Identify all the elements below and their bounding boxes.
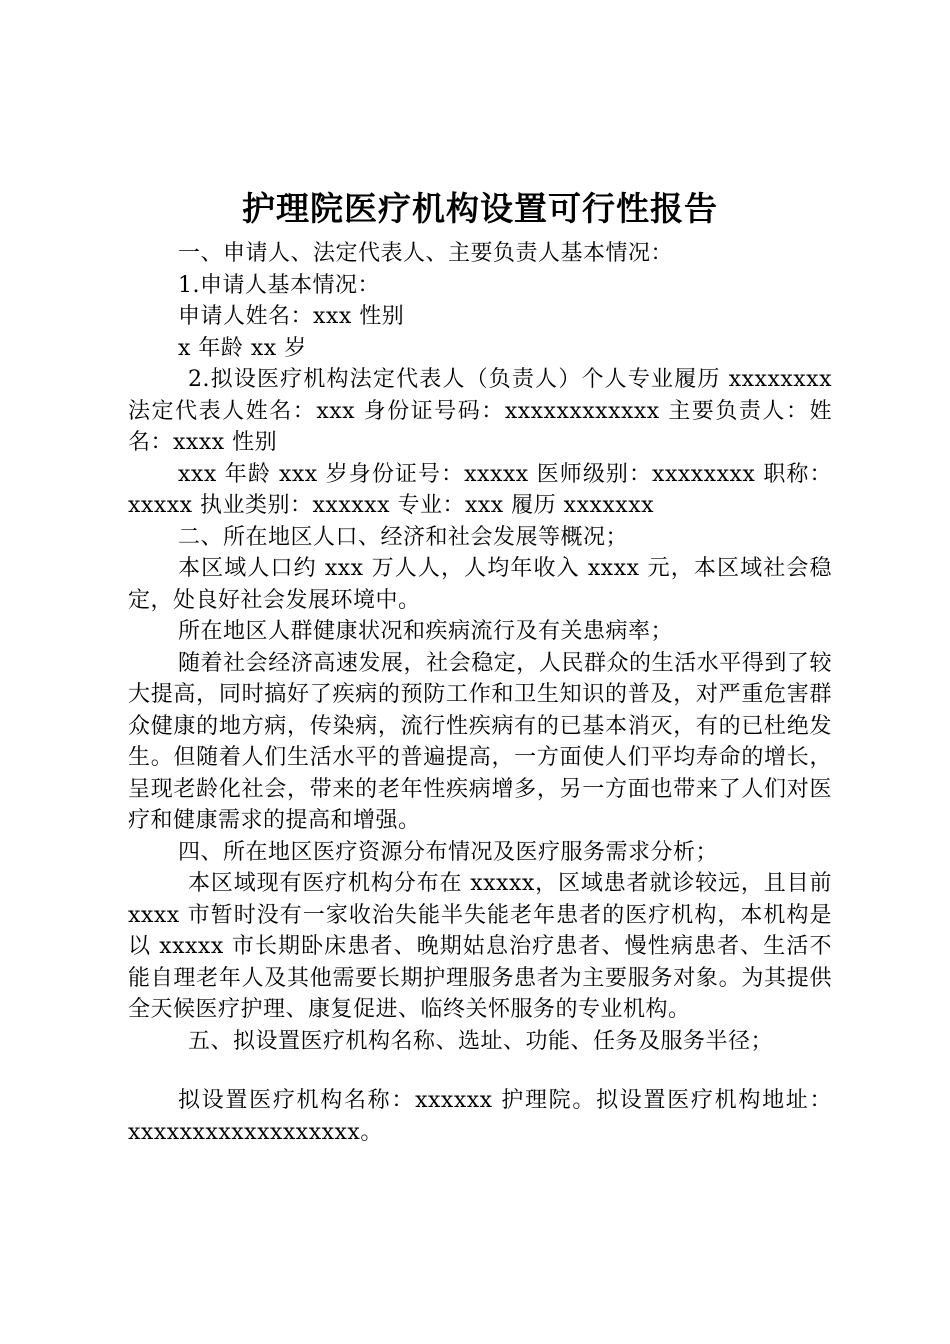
subsection-1-1-heading: 1.申请人基本情况： (178, 272, 380, 298)
institution-name-paragraph: 拟设置医疗机构名称：xxxxxx 护理院。拟设置医疗机构地址：xxxxxxxxxxxxxxxxxx。 (128, 1088, 832, 1145)
section-4-heading: 四、所在地区医疗资源分布情况及医疗服务需求分析； (178, 839, 719, 865)
legal-representative-paragraph: 2.拟设医疗机构法定代表人（负责人）个人专业履历 xxxxxxxx 法定代表人姓名：xxx 身份证号码：xxxxxxxxxxxx 主要负责人：姓名：xxxx 性别 (128, 367, 832, 455)
principal-details-paragraph: xxx 年龄 xxx 岁身份证号：xxxxx 医师级别：xxxxxxxx 职称：xxxxx 执业类别：xxxxxx 专业：xxx 履历 xxxxxxx (128, 461, 832, 518)
applicant-age-line: x 年龄 xx 岁 (178, 335, 307, 361)
applicant-name-line: 申请人姓名：xxx 性别 (178, 304, 405, 329)
population-paragraph: 本区域人口约 xxx 万人人，人均年收入 xxxx 元，本区域社会稳定，处良好社会发展环境中。 (128, 556, 832, 613)
paragraph-spacer (128, 1057, 832, 1085)
section-1-heading: 一、申请人、法定代表人、主要负责人基本情况： (178, 241, 674, 266)
document-page (128, 186, 832, 1148)
medical-resources-paragraph: 本区域现有医疗机构分布在 xxxxx，区域患者就诊较远，且目前 xxxx 市暂时没有一家收治失能半失能老年患者的医疗机构，本机构是以 xxxxx 市长期卧床患者、晚期姑息治疗患者、慢性病患者、生活不能自理老年人及其他需要长期护理服务患者为主要服务对象。为其提供全天候医疗护理、康复促进、临终关怀服务的专业机构。 (128, 871, 832, 1022)
health-status-heading: 所在地区人群健康状况和疾病流行及有关患病率； (178, 619, 674, 644)
section-5-heading: 五、拟设置医疗机构名称、选址、功能、任务及服务半径； (188, 1028, 774, 1054)
document-title: 护理院医疗机构设置可行性报告 (242, 189, 718, 228)
section-2-heading: 二、所在地区人口、经济和社会发展等概况； (178, 524, 629, 550)
health-status-paragraph: 随着社会经济高速发展，社会稳定，人民群众的生活水平得到了较大提高，同时搞好了疾病的预防工作和卫生知识的普及，对严重危害群众健康的地方病，传染病，流行性疾病有的已基本消灭，有的已杜绝发生。但随着人们生活水平的普遍提高，一方面使人们平均寿命的增长，呈现老龄化社会，带来的老年性疾病增多，另一方面也带来了人们对医疗和健康需求的提高和增强。 (128, 650, 832, 833)
